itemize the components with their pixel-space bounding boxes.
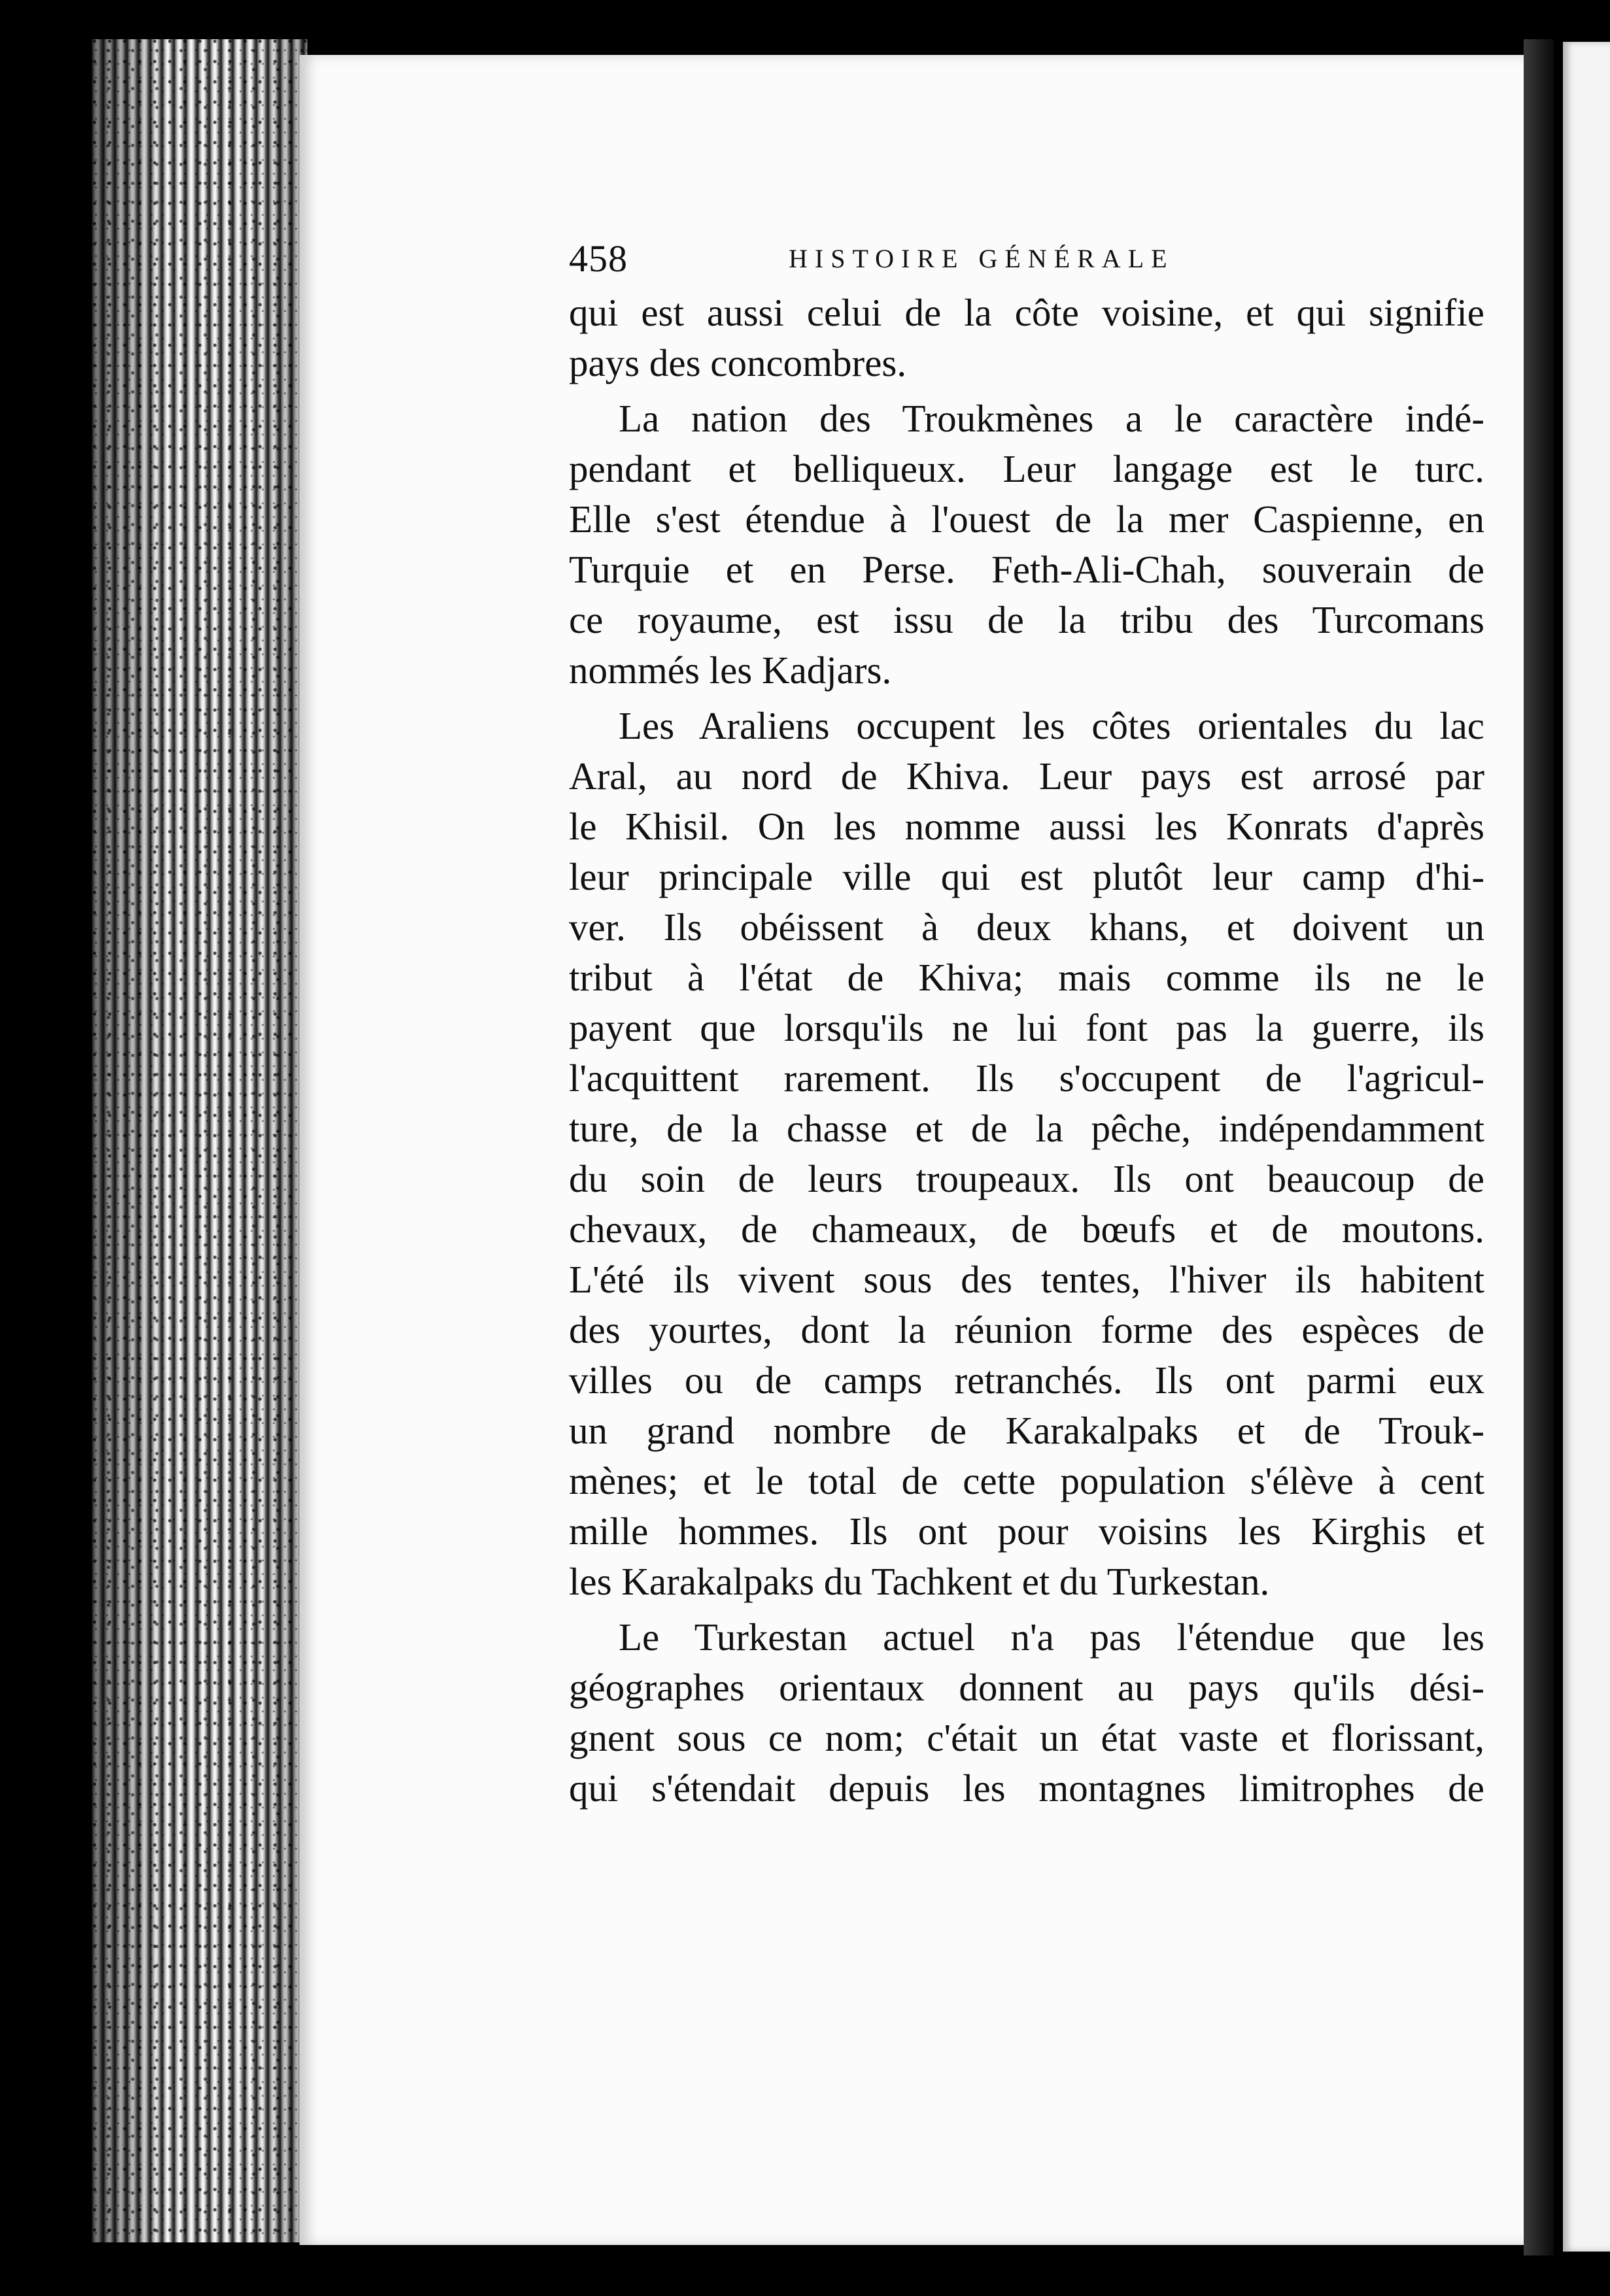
text-line: mille hommes. Ils ont pour voisins les Kirghis et (569, 1510, 1484, 1553)
text-line: Aral, au nord de Khiva. Leur pays est arrosé par (569, 754, 1484, 798)
paragraph-gap (569, 696, 1484, 701)
text-line: payent que lorsqu'ils ne lui font pas la guerre, ils (569, 1006, 1484, 1049)
page-edge-texture (92, 39, 307, 2242)
text-line: villes ou de camps retranchés. Ils ont parmi eux (569, 1359, 1484, 1402)
text-line: La nation des Troukmènes a le caractère indé- (619, 397, 1484, 440)
text-line: nommés les Kadjars. (569, 649, 892, 692)
text-line: du soin de leurs troupeaux. Ils ont beaucoup de (569, 1157, 1484, 1200)
text-line: mènes; et le total de cette population s'élève à cent (569, 1459, 1484, 1502)
text-line: L'été ils vivent sous des tentes, l'hiver ils habitent (569, 1258, 1484, 1301)
text-line: qui s'étendait depuis les montagnes limitrophes de (569, 1766, 1484, 1810)
text-line: Turquie et en Perse. Feth-Ali-Chah, souverain de (569, 548, 1484, 591)
running-title: HISTOIRE GÉNÉRALE (789, 244, 1174, 273)
text-line: Les Araliens occupent les côtes orientales du lac (619, 704, 1484, 747)
text-line: pendant et belliqueux. Leur langage est le turc. (569, 447, 1484, 490)
text-line: qui est aussi celui de la côte voisine, et qui signifie (569, 291, 1484, 334)
text-line: l'acquittent rarement. Ils s'occupent de l'agricul- (569, 1056, 1484, 1100)
text-line: leur principale ville qui est plutôt leur camp d'hi- (569, 855, 1484, 898)
paragraph-gap (569, 1607, 1484, 1612)
text-line: ce royaume, est issu de la tribu des Turcomans (569, 598, 1484, 641)
text-line: un grand nombre de Karakalpaks et de Trouk- (569, 1409, 1484, 1452)
paragraph-gap (569, 388, 1484, 394)
text-line: ture, de la chasse et de la pêche, indépendamment (569, 1107, 1484, 1150)
page-number: 458 (569, 237, 628, 280)
running-head (569, 237, 1236, 282)
book-gutter (1524, 39, 1554, 2255)
text-line: gnent sous ce nom; c'était un état vaste et florissant, (569, 1716, 1484, 1759)
text-line: Le Turkestan actuel n'a pas l'étendue que les (619, 1615, 1484, 1659)
text-line: ver. Ils obéissent à deux khans, et doivent un (569, 905, 1484, 949)
text-line: les Karakalpaks du Tachkent et du Turkestan. (569, 1560, 1270, 1603)
text-line: chevaux, de chameaux, de bœufs et de moutons. (569, 1207, 1484, 1251)
text-line: des yourtes, dont la réunion forme des espèces de (569, 1308, 1484, 1351)
text-line: géographes orientaux donnent au pays qu'ils dési- (569, 1666, 1484, 1709)
text-line: le Khisil. On les nomme aussi les Konrats d'après (569, 805, 1484, 848)
body-text (569, 288, 1484, 1814)
text-line: Elle s'est étendue à l'ouest de la mer Caspienne, en (569, 498, 1484, 541)
facing-page-edge (1563, 42, 1610, 2252)
text-line: tribut à l'état de Khiva; mais comme ils ne le (569, 956, 1484, 999)
text-line: pays des concombres. (569, 341, 907, 384)
